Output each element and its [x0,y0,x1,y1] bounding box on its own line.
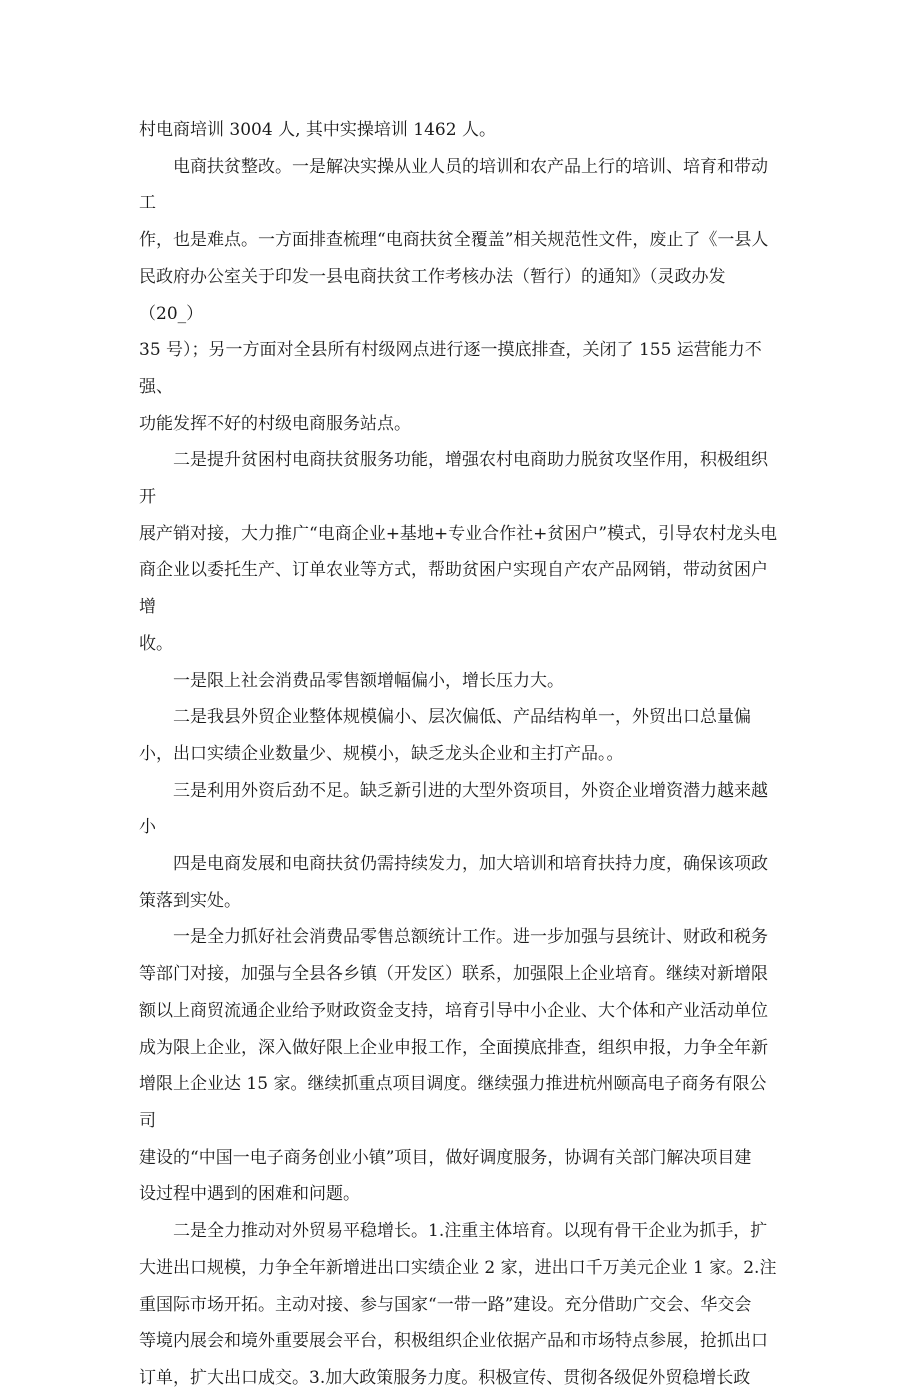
text-line: 功能发挥不好的村级电商服务站点。 [139,413,411,434]
text-line: 一是限上社会消费品零售额增幅偏小，增长压力大。 [173,670,564,691]
text-line: 作，也是难点。一方面排查梳理“电商扶贫全覆盖”相关规范性文件，废止了《一县人 [139,230,769,251]
text-line: 订单，扩大出口成交。3.加大政策服务力度。积极宣传、贯彻各级促外贸稳增长政 [139,1367,751,1388]
text-line: 大进出口规模，力争全年新增进出口实绩企业 2 家，进出口千万美元企业 1 家。2.注 [139,1257,777,1278]
paragraph [139,442,779,662]
text-line: 一是全力抓好社会消费品零售总额统计工作。进一步加强与县统计、财政和税务 [173,927,768,948]
text-line: 民政府办公室关于印发一县电商扶贫工作考核办法（暂行）的通知》（灵政办发（20_） [139,266,726,324]
paragraph [139,663,779,700]
text-line: 三是利用外资后劲不足。缺乏新引进的大型外资项目，外资企业增资潜力越来越 [173,780,768,801]
text-line: 35 号）；另一方面对全县所有村级网点进行逐一摸底排查，关闭了 155 运营能力不强、 [139,340,762,397]
text-line: 小，出口实绩企业数量少、规模小，缺乏龙头企业和主打产品。。 [139,743,624,764]
text-line: 二是提升贫困村电商扶贫服务功能，增强农村电商助力脱贫攻坚作用，积极组织开 [139,450,768,508]
text-line: 展产销对接，大力推广“电商企业+基地+专业合作社+贫困户”模式，引导农村龙头电 [139,523,778,544]
document-body [139,112,779,1397]
paragraph [139,846,779,919]
text-line: 商企业以委托生产、订单农业等方式，帮助贫困户实现自产农产品网销，带动贫困户增 [139,560,768,618]
text-line: 四是电商发展和电商扶贫仍需持续发力，加大培训和培育扶持力度，确保该项政 [173,854,768,875]
text-line: 重国际市场开拓。主动对接、参与国家“一带一路”建设。充分借助广交会、华交会 [139,1294,752,1315]
text-line: 等部门对接，加强与全县各乡镇（开发区）联系，加强限上企业培育。继续对新增限 [139,964,768,985]
text-line: 二是全力推动对外贸易平稳增长。1.注重主体培育。以现有骨干企业为抓手，扩 [173,1221,768,1242]
paragraph [139,919,779,1213]
text-line: 建设的“中国一电子商务创业小镇”项目，做好调度服务，协调有关部门解决项目建 [139,1147,752,1168]
paragraph [139,773,779,846]
text-line: 等境内展会和境外重要展会平台，积极组织企业依据产品和市场特点参展，抢抓出口 [139,1331,768,1352]
text-line: 收。 [139,633,173,654]
paragraph [139,149,779,443]
text-line: 村电商培训 3004 人, 其中实操培训 1462 人。 [139,120,496,140]
text-line: 策落到实处。 [139,890,241,911]
paragraph [139,1213,779,1397]
text-line: 成为限上企业，深入做好限上企业申报工作，全面摸底排查，组织申报，力争全年新 [139,1037,768,1058]
paragraph [139,699,779,772]
text-line: 增限上企业达 15 家。继续抓重点项目调度。继续强力推进杭州颐高电子商务有限公司 [139,1074,767,1131]
text-line: 小 [139,817,156,838]
text-line: 二是我县外贸企业整体规模偏小、层次偏低、产品结构单一，外贸出口总量偏 [173,707,751,728]
text-line: 电商扶贫整改。一是解决实操从业人员的培训和农产品上行的培训、培育和带动工 [139,156,768,214]
paragraph [139,112,779,149]
text-line: 额以上商贸流通企业给予财政资金支持，培育引导中小企业、大个体和产业活动单位 [139,1000,768,1021]
text-line: 设过程中遇到的困难和问题。 [139,1184,360,1205]
